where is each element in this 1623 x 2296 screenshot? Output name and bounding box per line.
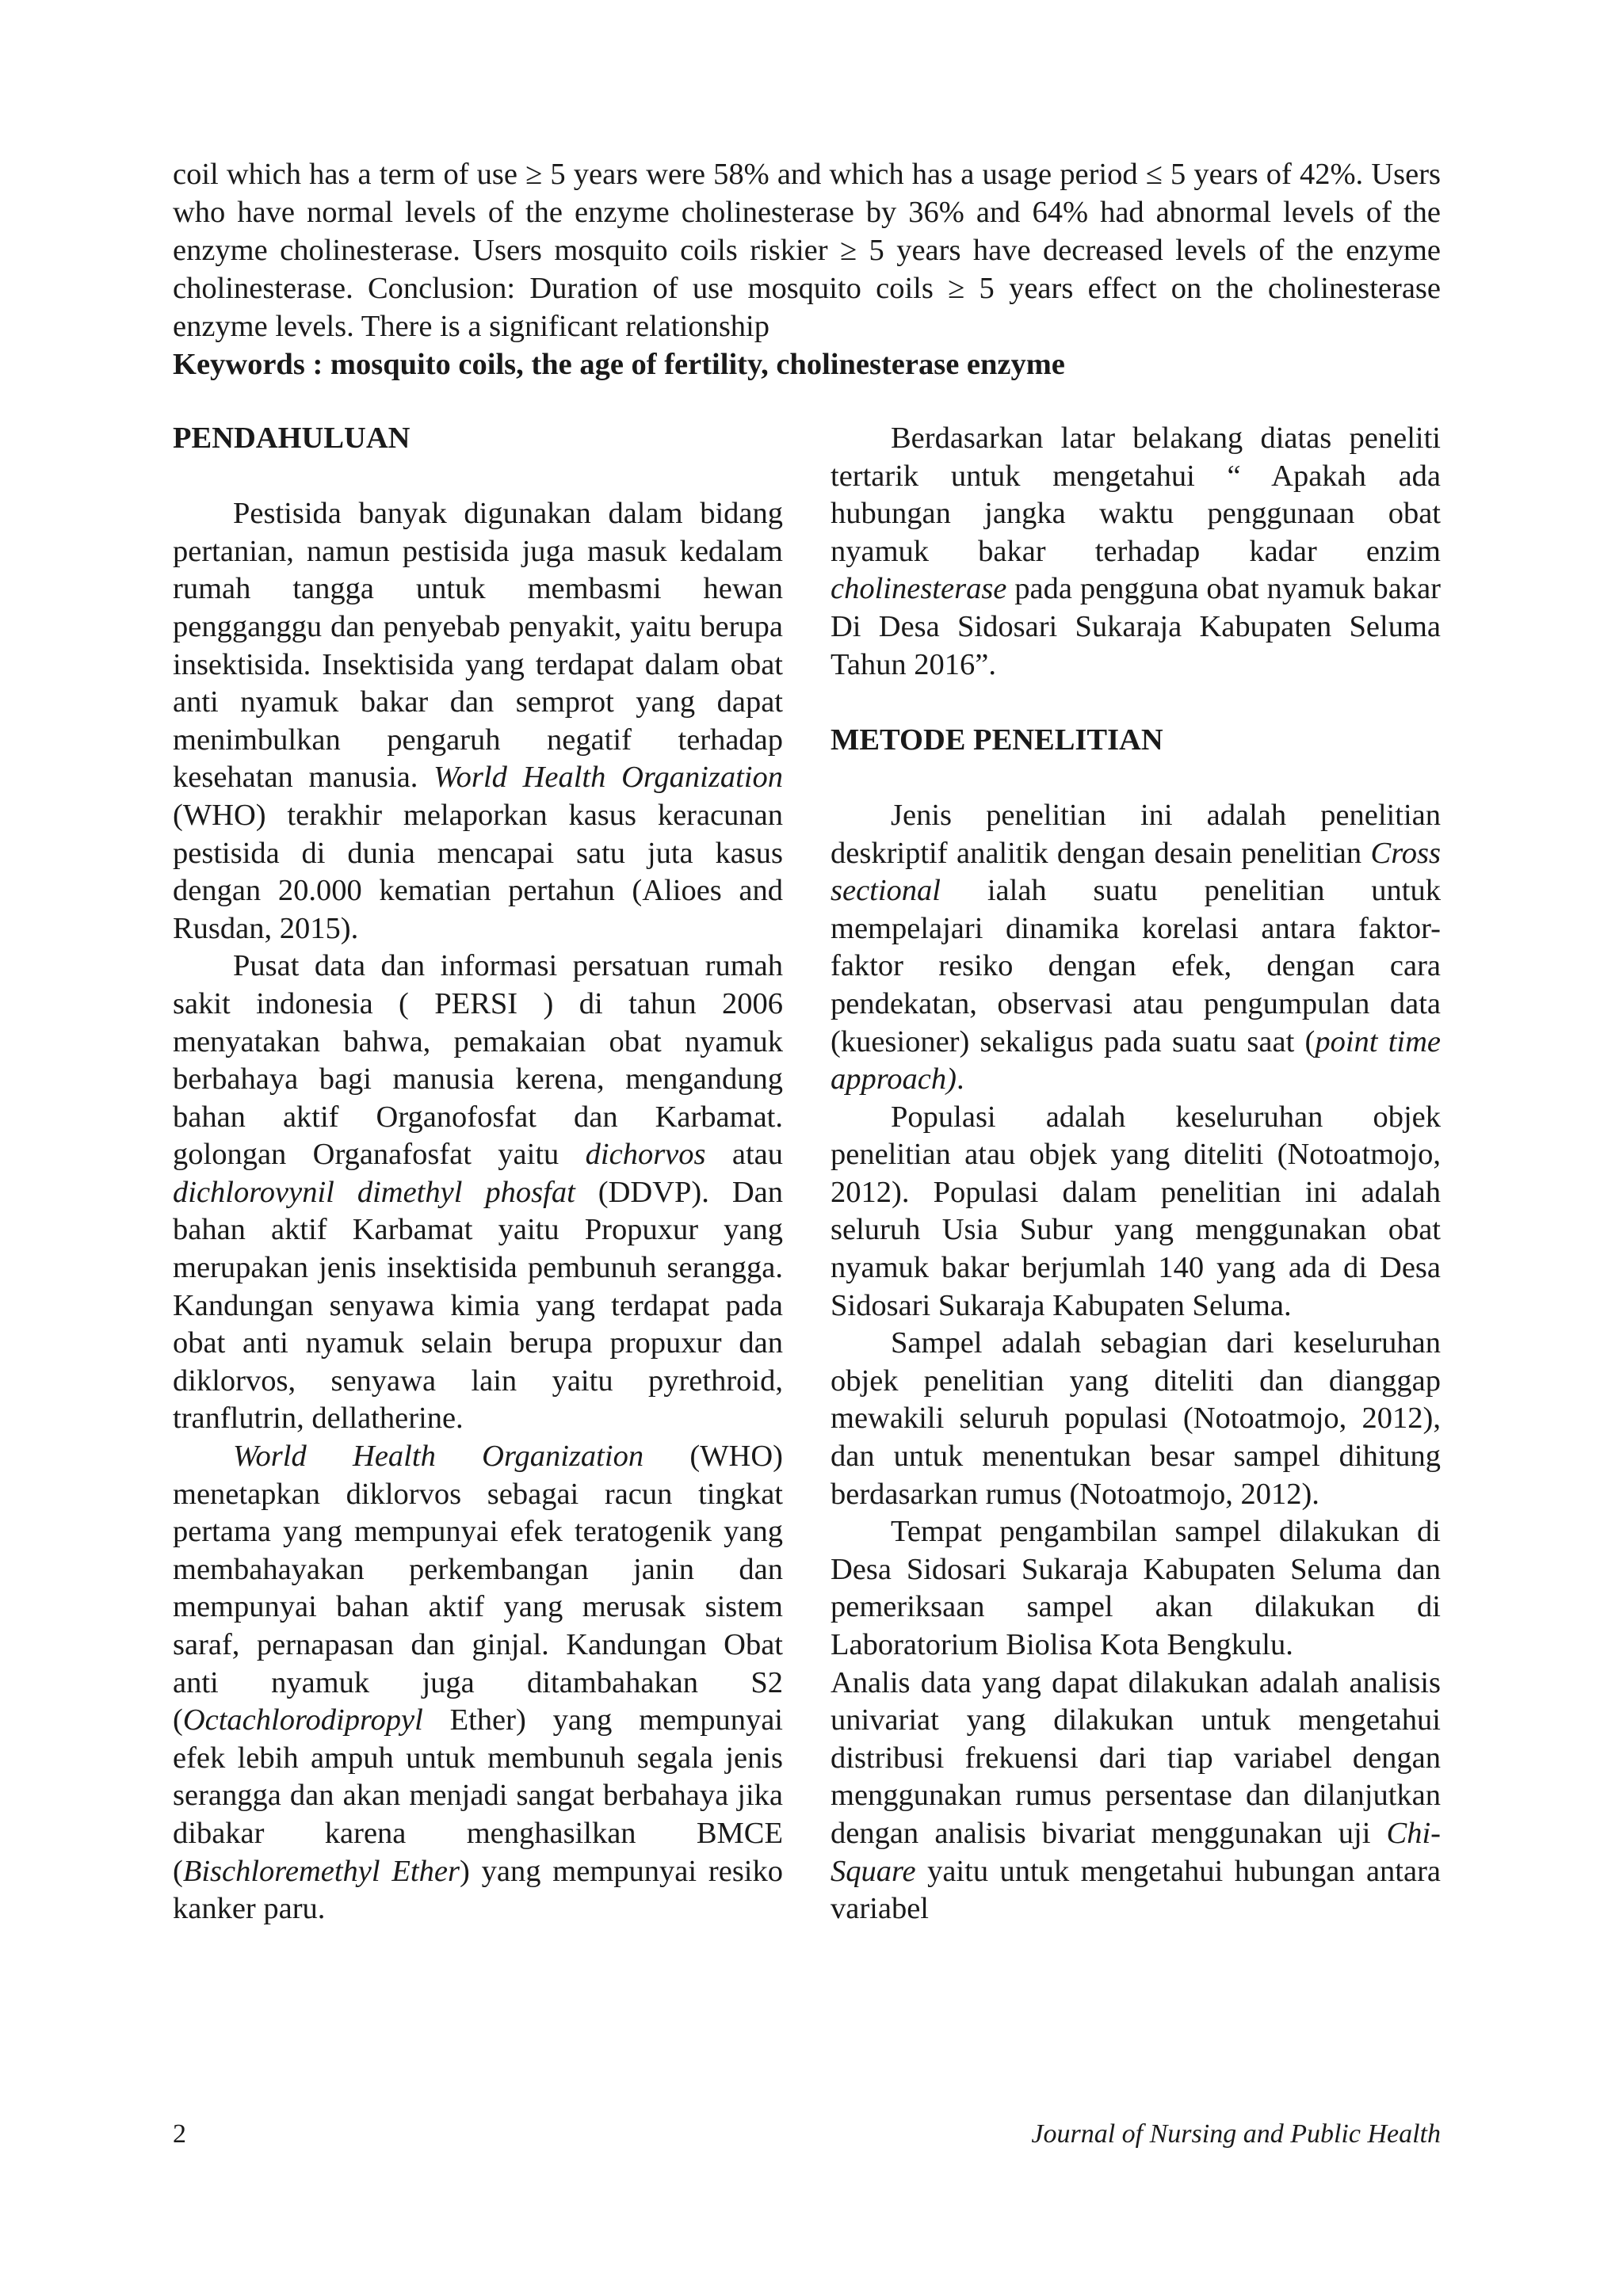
paragraph-populasi: Populasi adalah keseluruhan objek penelitian atau objek yang diteliti (Notoatmojo, 2012). Populasi dalam penelitian ini adalah seluruh Usia Subur yang menggunakan obat nyamuk bakar berjumlah 140 yang ada di Desa Sidosari Sukaraja Kabupaten Seluma. [831, 1100, 1441, 1322]
paragraph-pendahuluan-1: Pestisida banyak digunakan dalam bidang pertanian, namun pestisida juga masuk kedalam rumah tangga untuk membasmi hewan pengganggu dan penyebab penyakit, yaitu berupa insektisida. Insektisida yang terdapat dalam obat anti nyamuk bakar dan semprot yang dapat menimbulkan pengaruh negatif terhadap kesehatan manusia. World Health Organization (WHO) terakhir melaporkan kasus keracunan pestisida di dunia mencapai satu juta kasus dengan 20.000 kematian pertahun (Alioes and Rusdan, 2015). [173, 497, 783, 945]
paragraph-research-question: Berdasarkan latar belakang diatas peneliti tertarik untuk mengetahui “ Apakah ada hubungan jangka waktu penggunaan obat nyamuk bakar terhadap kadar enzim cholinesterase pada pengguna obat nyamuk bakar Di Desa Sidosari Sukaraja Kabupaten Seluma Tahun 2016”. [831, 421, 1441, 681]
abstract-continuation [173, 155, 1441, 345]
paragraph-pendahuluan-2: Pusat data dan informasi persatuan rumah sakit indonesia ( PERSI ) di tahun 2006 menyatakan bahwa, pemakaian obat nyamuk berbahaya bagi manusia kerena, mengandung bahan aktif Organofosfat dan Karbamat. golongan Organafosfat yaitu dichorvos atau dichlorovynil dimethyl phosfat (DDVP). Dan bahan aktif Karbamat yaitu Propuxur yang merupakan jenis insektisida pembunuh serangga. Kandungan senyawa kimia yang terdapat pada obat anti nyamuk selain berupa propuxur dan diklorvos, senyawa lain yaitu pyrethroid, tranflutrin, dellatherine. [173, 949, 783, 1436]
keywords-line: Keywords : mosquito coils, the age of fertility, cholinesterase enzyme [173, 348, 1065, 381]
right-column [831, 420, 1441, 1928]
paragraph-tempat: Tempat pengambilan sampel dilakukan di Desa Sidosari Sukaraja Kabupaten Seluma dan pemeriksaan sampel akan dilakukan di Laboratorium Biolisa Kota Bengkulu. [831, 1515, 1441, 1661]
paragraph-pendahuluan-3: World Health Organization (WHO) menetapkan diklorvos sebagai racun tingkat pertama yang mempunyai efek teratogenik yang membahayakan perkembangan janin dan mempunyai bahan aktif yang merusak sistem saraf, pernapasan dan ginjal. Kandungan Obat anti nyamuk juga ditambahakan S2 (Octachlorodipropyl Ether) yang mempunyai efek lebih ampuh untuk membunuh segala jenis serangga dan akan menjadi sangat berbahaya jika dibakar karena menghasilkan BMCE (Bischloremethyl Ether) yang mempunyai resiko kanker paru. [173, 1440, 783, 1926]
abstract-text: coil which has a term of use ≥ 5 years were 58% and which has a usage period ≤ 5 years of 42%. Users who have normal levels of the enzyme cholinesterase by 36% and 64% had abnormal levels of the enzyme cholinesterase. Users mosquito coils riskier ≥ 5 years have decreased levels of the enzyme cholinesterase. Conclusion: Duration of use mosquito coils ≥ 5 years effect on the cholinesterase enzyme levels. There is a significant relationship [173, 158, 1441, 343]
journal-name: Journal of Nursing and Public Health [1031, 2119, 1441, 2149]
section-heading-metode: METODE PENELITIAN [831, 723, 1163, 757]
paragraph-analisis: Analis data yang dapat dilakukan adalah analisis univariat yang dilakukan untuk mengetahui distribusi frekuensi dari tiap variabel dengan menggunakan rumus persentase dan dilanjutkan dengan analisis bivariat menggunakan uji Chi-Square yaitu untuk mengetahui hubungan antara variabel [831, 1665, 1441, 1926]
paragraph-sampel: Sampel adalah sebagian dari keseluruhan objek penelitian yang diteliti dan dianggap mewakili seluruh populasi (Notoatmojo, 2012), dan untuk menentukan besar sampel dihitung berdasarkan rumus (Notoatmojo, 2012). [831, 1326, 1441, 1511]
left-column [173, 420, 783, 1928]
section-heading-pendahuluan: PENDAHULUAN [173, 421, 411, 455]
page-number: 2 [173, 2119, 186, 2149]
paragraph-metode-1: Jenis penelitian ini adalah penelitian deskriptif analitik dengan desain penelitian Cross sectional ialah suatu penelitian untuk mempelajari dinamika korelasi antara faktor-faktor resiko dengan efek, dengan cara pendekatan, observasi atau pengumpulan data (kuesioner) sekaligus pada suatu saat (point time approach). [831, 798, 1441, 1097]
